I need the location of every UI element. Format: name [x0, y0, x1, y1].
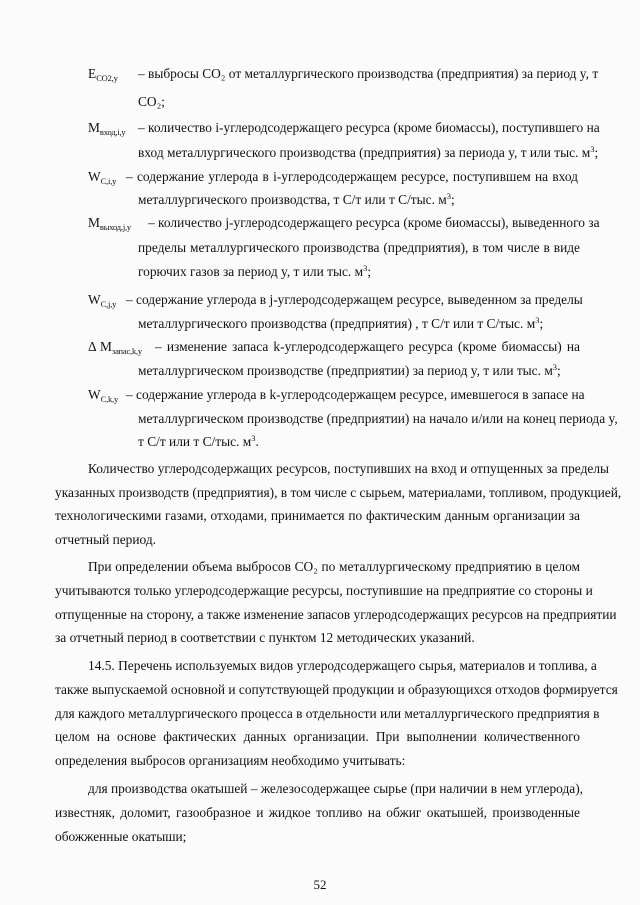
- paragraph-line: известняк, доломит, газообразное и жидкое топливо на обжиг окатышей, производенные: [55, 805, 580, 820]
- paragraph-line: Количество углеродсодержащих ресурсов, поступивших на вход и отпущенных за пределы: [88, 461, 610, 476]
- symbol-main: W: [88, 169, 101, 184]
- paragraph-line: учитываются только углеродсодержащие ресурсы, поступившие на предприятие со стороны и: [55, 583, 593, 598]
- paragraph-line: целом на основе фактических данных организации. При выполнении количественного: [55, 729, 580, 744]
- paragraph-line: отпущенные на сторону, а также изменение запасов углеродсодержащих ресурсов на предприятии: [55, 607, 617, 622]
- page-number: 52: [313, 877, 327, 892]
- symbol-m-input: [88, 120, 125, 140]
- definition-line: металлургическом производстве (предприятии) на начало и/или на конец периода y,: [138, 411, 618, 426]
- paragraph-line: технологическими газами, отходами, принимается по фактическим данным организации за: [55, 508, 580, 523]
- definition-line: – содержание углерода в k-углеродсодержащем ресурсе, имевшегося в запасе на: [126, 387, 585, 402]
- definition-line: CO₂;: [138, 94, 165, 109]
- definition-line: пределы металлургического производства (предприятия), в том числе в виде: [138, 240, 580, 255]
- definition-line: – количество j-углеродсодержащего ресурса (кроме биомассы), выведенного за: [148, 215, 600, 230]
- paragraph-line: определения выбросов организациям необходимо учитывать:: [55, 753, 406, 768]
- paragraph-line: отчетный период.: [55, 532, 157, 547]
- definition-line: металлургическом производстве (предприятии) за период y, т или тыс. $м^3$;: [138, 362, 561, 378]
- paragraph-line: указанных производств (предприятия), в том числе с сырьем, материалами, топливом, продукцией,: [55, 485, 622, 500]
- definition-line: – содержание углерода в j-углеродсодержащем ресурсе, выведенном за пределы: [126, 292, 583, 307]
- symbol-subscript: C,j,y: [100, 299, 117, 309]
- paragraph-line: При определении объема выбросов CO₂ по металлургическому предприятию в целом: [88, 559, 580, 574]
- definition-line: – изменение запаса k-углеродсодержащего ресурса (кроме биомассы) на: [155, 339, 580, 354]
- definition-line: – содержание углерода в i-углеродсодержащем ресурсе, поступившем на вход: [126, 169, 578, 184]
- paragraph-line: также выпускаемой основной и сопутствующей продукции и образующихся отходов формируется: [55, 682, 618, 697]
- definition-line: – выбросы CO₂ от металлургического производства (предприятия) за период y, т: [138, 66, 599, 81]
- paragraph-line: 14.5. Перечень используемых видов углеродсодержащего сырья, материалов и топлива, а: [88, 658, 597, 673]
- paragraph-line: для производства окатышей – железосодержащее сырье (при наличии в нем углерода),: [88, 781, 584, 796]
- paragraph-line: за отчетный период в соответствии с пунктом 12 методических указаний.: [55, 630, 475, 645]
- paragraph-line: для каждого металлургического процесса в отдельности или металлургического предприятия в: [55, 706, 600, 721]
- definition-line: т С/т или т С/тыс. $м^3$.: [138, 433, 259, 449]
- paragraph-line: обожженные окатыши;: [55, 829, 187, 844]
- symbol-main: M: [99, 339, 112, 354]
- symbol-subscript: вход,i,y: [99, 127, 126, 137]
- definition-line: вход металлургического производства (предприятия) за периода y, т или тыс. $м^3$;: [138, 144, 599, 160]
- symbol-w-stock: [88, 387, 118, 407]
- delta-symbol: Δ: [88, 339, 97, 354]
- symbol-m-output: [88, 215, 131, 235]
- symbol-main: W: [88, 292, 101, 307]
- symbol-subscript: C,k,y: [100, 394, 119, 404]
- symbol-main: M: [88, 215, 100, 230]
- symbol-w-output: [88, 292, 116, 312]
- symbol-w-input: [88, 169, 116, 189]
- symbol-subscript: C,i,y: [100, 176, 117, 186]
- symbol-subscript: выход,j,y: [99, 222, 131, 232]
- definition-line: металлургического производства, т С/т или т С/тыс. $м^3$;: [138, 191, 455, 207]
- symbol-main: W: [88, 387, 101, 402]
- symbol-e-co2: [88, 66, 118, 86]
- symbol-subscript: запас,k,y: [111, 346, 142, 356]
- symbol-main: E: [88, 66, 97, 81]
- symbol-delta-m-stock: [88, 339, 142, 359]
- definition-line: металлургического производства (предприятия) , т С/т или т С/тыс. $м^3$;: [138, 315, 544, 331]
- symbol-subscript: CO2,y: [96, 73, 118, 83]
- symbol-main: M: [88, 120, 100, 135]
- definition-line: – количество i-углеродсодержащего ресурса (кроме биомассы), поступившего на: [138, 120, 600, 135]
- definition-line: горючих газов за период y, т или тыс. $м^3$;: [138, 263, 372, 279]
